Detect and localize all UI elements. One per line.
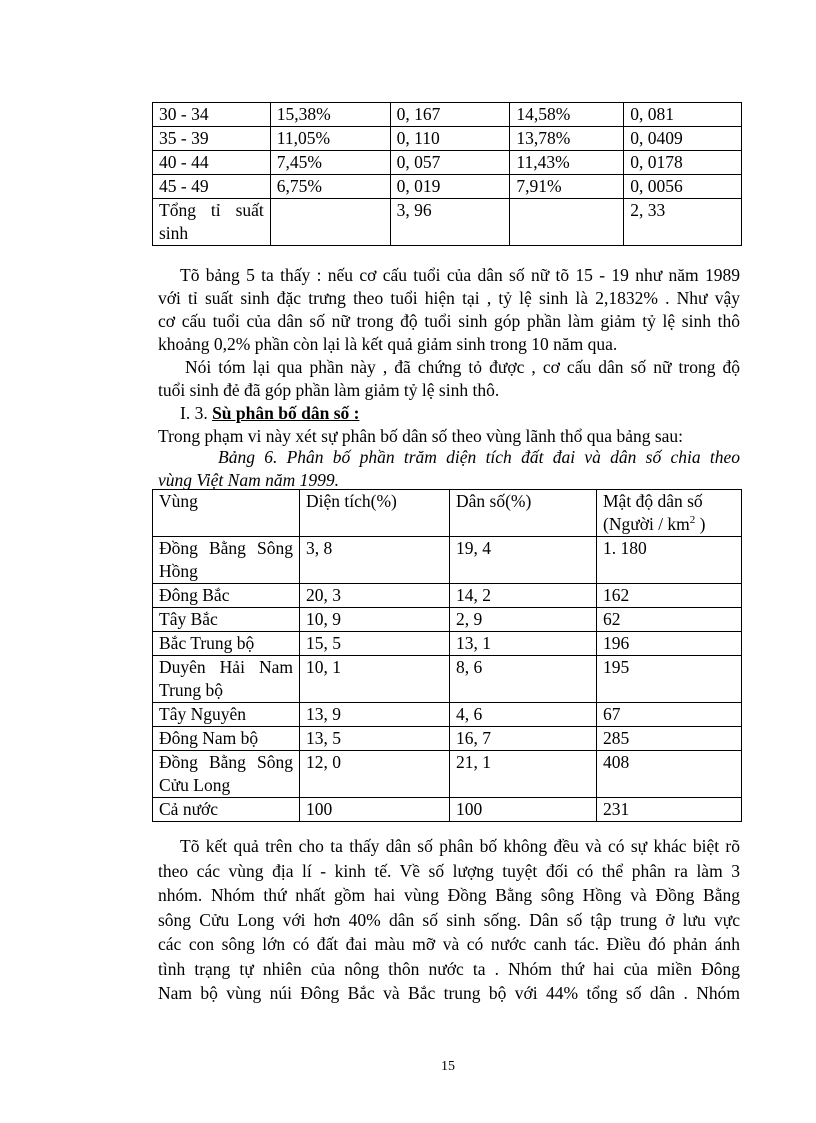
population-cell: 19, 4: [450, 537, 597, 584]
region-cell: Tây Nguyên: [153, 703, 300, 727]
density-cell: 1. 180: [597, 537, 742, 584]
caption-line1: Bảng 6. Phân bố phần trăm diện tích đất đai và dân số chia theo: [218, 447, 740, 467]
text-line: khoảng 0,2% phần còn lại là kết quả giảm sinh trong 10 năm qua.: [158, 334, 618, 354]
density-cell: 231: [597, 798, 742, 822]
header-area: Diện tích(%): [299, 490, 449, 537]
section-heading: [180, 402, 359, 425]
table-cell: 0, 0056: [624, 175, 742, 199]
area-cell: 3, 8: [299, 537, 449, 584]
area-cell: 13, 5: [299, 727, 449, 751]
density-cell: 162: [597, 584, 742, 608]
text-line: các con sông lớn có đất đai màu mỡ và có nước canh tác. Điều đó phản ánh: [158, 934, 740, 954]
table-caption: [158, 446, 740, 492]
area-cell: 10, 1: [299, 656, 449, 703]
table-cell: [270, 199, 390, 246]
population-distribution-table: [152, 489, 742, 822]
total-label-cell: [153, 199, 271, 246]
text-line: cơ cấu tuổi của dân số nữ trong độ tuổi sinh góp phần làm giảm tỷ lệ sinh thô: [158, 311, 740, 331]
region-cell: Đồng Bằng Sông Cửu Long: [153, 751, 300, 798]
area-cell: 10, 9: [299, 608, 449, 632]
table-row: [153, 103, 742, 127]
text-line: theo các vùng địa lí - kinh tế. Về số lượng tuyệt đối có thể phân ra làm 3: [158, 860, 740, 881]
table-cell: 30 - 34: [153, 103, 271, 127]
table-cell: 3, 96: [390, 199, 510, 246]
text-line: Tõ kết quả trên cho ta thấy dân số phân bố không đều và có sự khác biệt rõ: [180, 836, 740, 856]
table-row-total: [153, 199, 742, 246]
table-row: [153, 751, 742, 798]
table-cell: 11,43%: [510, 151, 624, 175]
population-cell: 2, 9: [450, 608, 597, 632]
density-cell: 62: [597, 608, 742, 632]
section-number: I. 3.: [180, 403, 213, 423]
page-number: 15: [441, 1059, 455, 1074]
density-cell: 196: [597, 632, 742, 656]
area-cell: 100: [299, 798, 449, 822]
header-region: Vùng: [153, 490, 300, 537]
paragraph-distribution-analysis: [158, 834, 740, 1006]
area-cell: 12, 0: [299, 751, 449, 798]
table-cell: 13,78%: [510, 127, 624, 151]
population-cell: 21, 1: [450, 751, 597, 798]
header-density: [597, 490, 742, 537]
population-cell: 100: [450, 798, 597, 822]
header-density-line1: Mật độ dân số: [603, 491, 703, 511]
total-label-line1: Tổng tỉ suất: [159, 200, 264, 220]
paragraph-summary: [158, 356, 740, 402]
table-cell: 15,38%: [270, 103, 390, 127]
text-line: Tõ bảng 5 ta thấy : nếu cơ cấu tuổi của dân số nữ tõ 15 - 19 như năm 1989: [180, 265, 740, 285]
table-cell: 0, 110: [390, 127, 510, 151]
region-cell: Cả nước: [153, 798, 300, 822]
table-row: [153, 537, 742, 584]
density-cell: 285: [597, 727, 742, 751]
table-row: [153, 656, 742, 703]
intro-line: Trong phạm vi này xét sự phân bố dân số theo vùng lãnh thổ qua bảng sau:: [158, 426, 684, 446]
table-cell: 2, 33: [624, 199, 742, 246]
header-population: Dân số(%): [450, 490, 597, 537]
section-title: Sù phân bố dân số :: [212, 403, 360, 423]
population-cell: 16, 7: [450, 727, 597, 751]
table-header-row: [153, 490, 742, 537]
table-cell: 0, 167: [390, 103, 510, 127]
table-cell: 14,58%: [510, 103, 624, 127]
text-line: nhóm. Nhóm thứ nhất gồm hai vùng Đồng Bằng sông Hồng và Đồng Bằng: [158, 885, 740, 905]
table-cell: 0, 0409: [624, 127, 742, 151]
unit-end: ): [695, 514, 706, 534]
area-cell: 15, 5: [299, 632, 449, 656]
table-cell: 40 - 44: [153, 151, 271, 175]
table-cell: 6,75%: [270, 175, 390, 199]
table-row: [153, 175, 742, 199]
text-line: tình trạng tự nhiên của nông thôn nước ta . Nhóm thứ hai của miền Đông: [158, 958, 740, 979]
table-cell: 35 - 39: [153, 127, 271, 151]
population-cell: 13, 1: [450, 632, 597, 656]
table-cell: [510, 199, 624, 246]
table-row: [153, 608, 742, 632]
table-cell: 11,05%: [270, 127, 390, 151]
table-row: [153, 727, 742, 751]
area-cell: 13, 9: [299, 703, 449, 727]
text-line: Nam bộ vùng núi Đông Bắc và Bắc trung bộ với 44% tổng số dân . Nhóm: [158, 983, 740, 1003]
caption-line2: vùng Việt Nam năm 1999.: [158, 470, 339, 490]
header-density-line2: [603, 513, 735, 536]
population-cell: 4, 6: [450, 703, 597, 727]
region-cell: Đông Nam bộ: [153, 727, 300, 751]
table-cell: 0, 0178: [624, 151, 742, 175]
table-cell: 0, 081: [624, 103, 742, 127]
text-line: với tỉ suất sinh đặc trưng theo tuổi hiện tại , tỷ lệ sinh là 2,1832% . Như vậy: [158, 288, 740, 308]
density-cell: 195: [597, 656, 742, 703]
density-cell: 67: [597, 703, 742, 727]
fertility-table: [152, 102, 742, 246]
table-row: [153, 584, 742, 608]
region-cell: Đông Bắc: [153, 584, 300, 608]
table-row: [153, 632, 742, 656]
table-cell: 7,45%: [270, 151, 390, 175]
text-line: sông Cửu Long với hơn 40% dân số sinh sống. Dân số tập trung ở lưu vực: [158, 909, 740, 930]
unit-superscript: 2: [689, 514, 696, 527]
region-cell: Duyên Hải Nam Trung bộ: [153, 656, 300, 703]
area-cell: 20, 3: [299, 584, 449, 608]
table-cell: 7,91%: [510, 175, 624, 199]
total-label-line2: sinh: [159, 223, 189, 243]
region-cell: Đồng Bằng Sông Hồng: [153, 537, 300, 584]
region-cell: Tây Bắc: [153, 608, 300, 632]
table-row: [153, 127, 742, 151]
table-cell: 45 - 49: [153, 175, 271, 199]
table-cell: 0, 019: [390, 175, 510, 199]
text-line: Nói tóm lại qua phần này , đã chứng tỏ được , cơ cấu dân số nữ trong độ: [185, 357, 740, 377]
region-cell: Bắc Trung bộ: [153, 632, 300, 656]
population-cell: 8, 6: [450, 656, 597, 703]
population-cell: 14, 2: [450, 584, 597, 608]
text-line: tuổi sinh đẻ đã góp phần làm giảm tỷ lệ sinh thô.: [158, 380, 500, 400]
table-row: [153, 703, 742, 727]
paragraph-table5-analysis: [158, 264, 740, 356]
table-row-total: [153, 798, 742, 822]
density-cell: 408: [597, 751, 742, 798]
table-row: [153, 151, 742, 175]
table-cell: 0, 057: [390, 151, 510, 175]
unit-text: (Người / km: [603, 514, 690, 534]
